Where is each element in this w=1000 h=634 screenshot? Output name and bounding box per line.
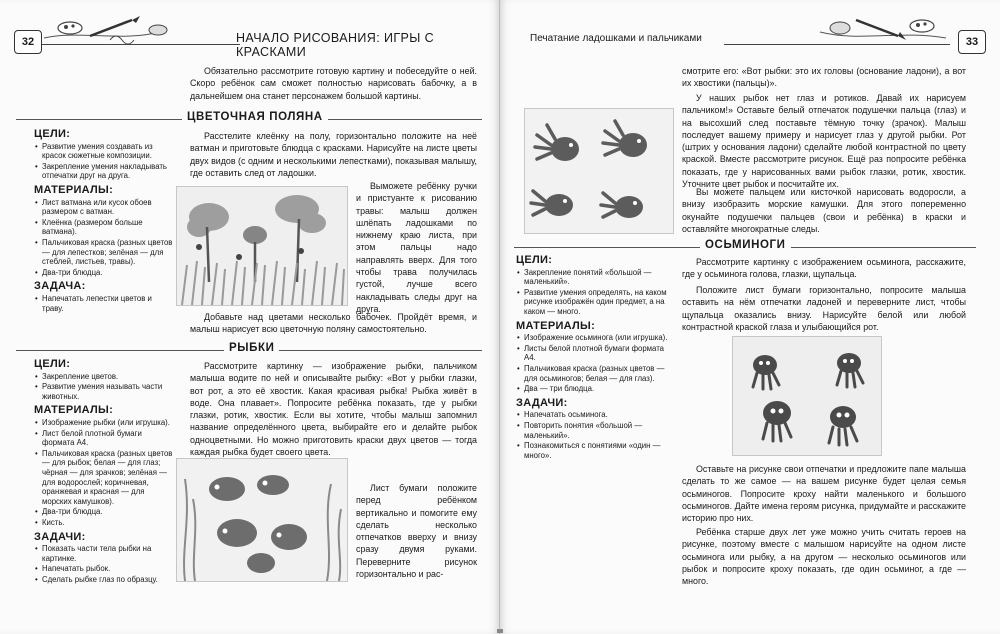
goals-list (516, 268, 674, 317)
sidebar-fish (34, 360, 174, 589)
list-item: • Лист ватмана или кусок обоев размером с ватман. (34, 198, 174, 217)
goals-heading: ЦЕЛИ: (34, 358, 71, 370)
right-page (500, 0, 1000, 634)
intro-paragraph: Обязательно рассмотрите готовую картину и побеседуйте о ней. Скоро ребёнок сам сможет полностью нарисовать бабочку, а в дальнейшем она станет персонажем большой картины. (190, 66, 477, 101)
paint-tools-ornament (40, 12, 190, 46)
list-item: • Напечатать осьминога. (516, 410, 674, 420)
spine-mark (497, 629, 503, 633)
list-item: • Сделать рыбке глаз по образцу. (34, 575, 174, 585)
list-item: • Развитие умения создавать из красок сюжетные композиции. (34, 142, 174, 161)
tasks-list (34, 544, 174, 584)
list-item: • Два-три блюдца. (34, 507, 174, 517)
list-item: • Повторить понятия «большой — маленький». (516, 421, 674, 440)
list-item: • Два-три блюдца. (34, 268, 174, 278)
list-item: • Лист белой плотной бумаги формата А4. (34, 429, 174, 448)
materials-list (34, 198, 174, 278)
octopus-paragraph-3: Оставьте на рисунке свои отпечатки и предложите папе малыша сделать то же самое — на вашем рисунке будет целая семья осьминогов. Попросите кроху найти маленького и большого осьминогов. Дайте имена героям рисунка, придумайте и расскажите историю про них. (682, 464, 966, 524)
materials-heading: МАТЕРИАЛЫ: (34, 183, 114, 196)
materials-list (516, 333, 674, 394)
list-item: • Закрепление понятий «большой — маленький». (516, 268, 674, 287)
flower-meadow-paragraph-2: Выможете ребёнку ручки и пристуанте к рисованию травы: малыш должен шлёпать ладошками по нижнему краю листа, при этом пальцы надо направлять вверх. Для того чтобы трава получилась густой, лучше всего накладывать следы друг на друга. (356, 181, 477, 314)
list-item: • Два — три блюдца. (516, 384, 674, 394)
list-item: • Изображение рыбки (или игрушка). (34, 418, 174, 428)
materials-heading: МАТЕРИАЛЫ: (516, 319, 596, 332)
list-item: • Напечатать рыбок. (34, 564, 174, 574)
fish-handprint-picture (524, 108, 674, 234)
list-item: • Кисть. (34, 518, 174, 528)
list-item: • Закрепление цветов. (34, 372, 174, 382)
tasks-heading: ЗАДАЧИ: (34, 530, 86, 543)
list-item: • Развитие умения называть части животных. (34, 382, 174, 401)
goals-list (34, 372, 174, 402)
flower-meadow-paragraph-3: Добавьте над цветами несколько бабочек. Пройдёт время, и малыш нарисует всю цветочную поляну самостоятельно. (190, 312, 477, 335)
flower-meadow-picture (176, 186, 348, 306)
octopus-picture (732, 336, 882, 456)
octopus-paragraph-4: Ребёнка старше двух лет уже можно учить считать героев на рисунке, поэтому вместе с малышом нарисуйте на одном листе осьминога или рыбку, а на другом — несколько осьминогов или рыбок и попросите кроху показать, где один осьминог, а где — много. (682, 527, 966, 587)
list-item: • Закрепление умения накладывать отпечатки друг на друга. (34, 162, 174, 181)
list-item: • Напечатать лепестки цветов и траву. (34, 294, 174, 313)
materials-heading: МАТЕРИАЛЫ: (34, 404, 114, 417)
section-title-flower-meadow: ЦВЕТОЧНАЯ ПОЛЯНА (182, 111, 328, 123)
paint-tools-ornament (800, 12, 950, 46)
materials-list (34, 418, 174, 528)
goals-heading: ЦЕЛИ: (34, 128, 71, 140)
section-title-octopus: ОСЬМИНОГИ (700, 239, 791, 251)
list-item: • Развитие умения определять, на каком рисунке изображён один предмет, а на каком — много. (516, 288, 674, 317)
fish-continuation: смотрите его: «Вот рыбки: это их головы (основание ладони), а вот их хвостики (пальцы)». (682, 66, 966, 89)
octopus-paragraph-2: Положите лист бумаги горизонтально, попросите малыша оставить на нём отпечатки ладоней и переверните лист, чтобы щупальца оказались внизу. Нарисуйте белой или любой контрастной краской глаза и улыбающийся рот. (682, 285, 966, 332)
sidebar-octopus (516, 256, 674, 465)
goals-heading: ЦЕЛИ: (516, 254, 553, 266)
tasks-heading: ЗАДАЧИ: (516, 396, 568, 409)
list-item: • Изображение осьминога (или игрушка). (516, 333, 674, 343)
sidebar-flower-meadow (34, 130, 174, 318)
fish-paragraph-2: Лист бумаги положите перед ребёнком вертикально и помогите ему сделать несколько отпечатков вверху и внизу сразу двумя руками. Переверните рисунок горизонтально и рас- (356, 483, 477, 580)
list-item: • Познакомиться с понятиями «один — много». (516, 441, 674, 460)
list-item: • Пальчиковая краска (разных цветов — для рыбок; белая — для глаз; чёрная — для зрачков; зелёная — для водорослей; коричневая, оранжевая и красная — для морских камушков). (34, 449, 174, 507)
section-title-fish: РЫБКИ (224, 342, 279, 354)
list-item: • Показать части тела рыбки на картинке. (34, 544, 174, 563)
list-item: • Пальчиковая краска (разных цветов — для осьминогов; белая — для глаз). (516, 364, 674, 383)
fish-picture (176, 458, 348, 582)
right-header-title: Печатание ладошками и пальчиками (530, 33, 702, 44)
left-header-title: НАЧАЛО РИСОВАНИЯ: ИГРЫ С КРАСКАМИ (236, 31, 435, 59)
fish-paragraph-4: Вы можете пальцем или кисточкой нарисовать водоросли, а внизу изобразить морские камушки. Для этого попеременно окунайте подушечки пальцев (свои и ребёнка) в краски и оставляйте многократные следы. (682, 187, 966, 234)
fish-paragraph-1: Рассмотрите картинку — изображение рыбки, пальчиком малыша водите по ней и описывайте рыбку: «Вот у рыбки глазки, вот рот, а это её хвостик. Какая красивая рыбка! Рыбка живёт в воде. Она плавает». Попросите ребёнка показать, где у рыбки глазки, ротик, хвостик. Если вы хотите, чтобы малыш запомнил название определённого цвета, выбирайте его и делайте рыбок одноцветными. Но можно приготовить краски двух цветов — тогда каждая рыбка будет своего цвета. (190, 361, 477, 458)
right-page-number: 33 (958, 30, 986, 54)
list-item: • Пальчиковая краска (разных цветов — для лепестков; зелёная — для стеблей, листьев, травы). (34, 238, 174, 267)
flower-meadow-paragraph-1: Расстелите клеёнку на полу, горизонтально положите на неё ватман и приготовьте блюдца с красками. Нарисуйте на листе цветы двух видов (с одним и несколькими лепестками), показывая малышу, где оставить след от ладошки. (190, 131, 477, 178)
goals-list (34, 142, 174, 181)
tasks-list (516, 410, 674, 460)
left-page-number: 32 (14, 30, 42, 54)
fish-paragraph-3: У наших рыбок нет глаз и ротиков. Давай их нарисуем пальчиком!» Оставьте белый отпечаток подушечки пальца (глаз) и на высохший след поставьте тёмную точку (зрачок). Малыш последует вашему примеру и нарисует глаз у другой рыбки. Рот (штрих у основания ладони) сделайте любой контрастной по цвету краской. Вместе рассмотрите рисунок. Ещё раз попросите ребёнка показать, где у нарисованных вами рыбок глазки, ротик, хвостик. Уточните цвет рыбок и посчитайте их. (682, 93, 966, 190)
list-item: • Листы белой плотной бумаги формата А4. (516, 344, 674, 363)
task-heading: ЗАДАЧА: (34, 280, 86, 293)
list-item: • Клеёнка (размером больше ватмана). (34, 218, 174, 237)
task-list (34, 294, 174, 313)
octopus-paragraph-1: Рассмотрите картинку с изображением осьминога, расскажите, где у осьминога голова, глазки, щупальца. (682, 257, 966, 280)
